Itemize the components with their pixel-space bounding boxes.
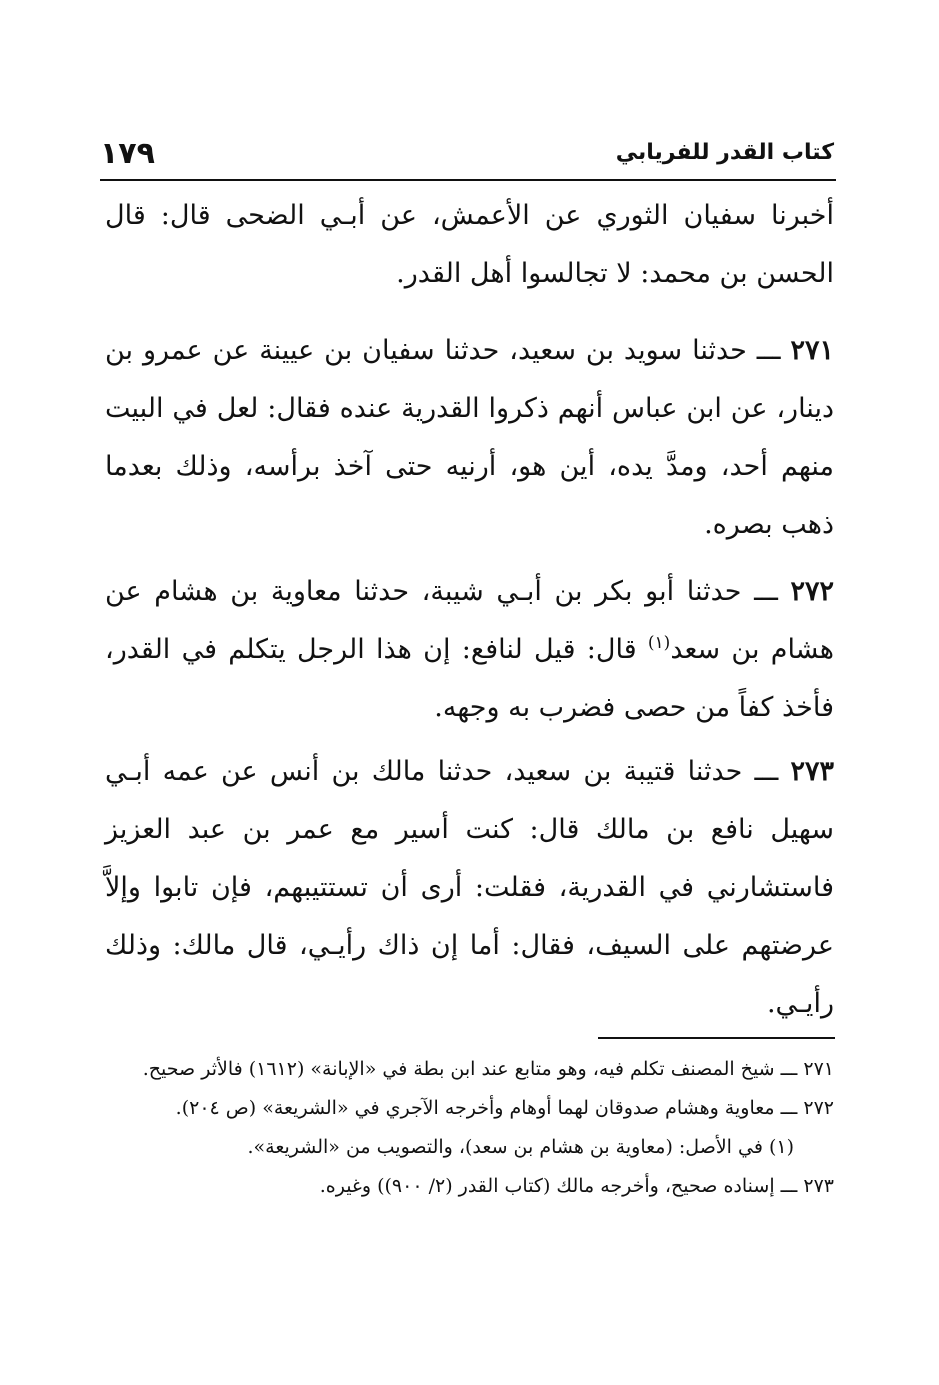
entry-text-before: حدثنا أبو بكر بن أبـي شيبة، حدثنا معاوية بن هشام عن هشام بن سعد	[105, 576, 834, 665]
footnote-reference[interactable]: (١)	[647, 633, 671, 653]
footnote-272: ٢٧٢ ـــ معاوية وهشام صدوقان لهما أوهام وأخرجه الآجري في «الشريعة» (ص ٢٠٤).	[175, 1097, 834, 1119]
header-divider	[100, 179, 836, 181]
footnote-271: ٢٧١ ـــ شيخ المصنف تكلم فيه، وهو متابع عند ابن بطة في «الإبانة» (١٦١٢) فالأثر صحيح.	[142, 1058, 834, 1080]
entry-dash: ـــ	[742, 756, 791, 787]
entry-text: حدثنا سويد بن سعيد، حدثنا سفيان بن عيينة عن عمرو بن دينار، عن ابن عباس أنهم ذكروا القدرية عنده فقال: لعل في البيت منهم أحد، ومدَّ يده، أين هو، أرنيه حتى آخذ برأسه، وذلك بعدما ذهب بصره.	[105, 335, 834, 540]
entry-273	[105, 743, 834, 1033]
footnote-273: ٢٧٣ ـــ إسناده صحيح، وأخرجه مالك (كتاب القدر (٢/ ٩٠٠)) وغيره.	[319, 1175, 834, 1197]
entry-text: حدثنا قتيبة بن سعيد، حدثنا مالك بن أنس عن عمه أبـي سهيل نافع بن مالك قال: كنت أسير مع عمر بن عبد العزيز فاستشارني في القدرية، فقلت: أرى أن تستتيبهم، فإن تابوا وإلاَّ عرضتهم على السيف، فقال: أما إن ذاك رأيـي، قال مالك: وذلك رأيـي.	[105, 756, 834, 1019]
page-number: ١٧٩	[100, 136, 155, 171]
entry-number: ٢٧١	[790, 335, 834, 366]
footnote-1: (١) في الأصل: (معاوية بن هشام بن سعد)، والتصويب من «الشريعة».	[247, 1136, 794, 1158]
entry-dash: ـــ	[741, 576, 791, 607]
intro-text: أخبرنا سفيان الثوري عن الأعمش، عن أبـي الضحى قال: قال الحسن بن محمد: لا تجالسوا أهل القدر.	[105, 200, 834, 289]
entry-text-after: قال: قيل لنافع: إن هذا الرجل يتكلم في القدر، فأخذ كفاً من حصى فضرب به وجهه.	[105, 634, 834, 723]
entry-272	[105, 563, 834, 737]
footnotes-section	[105, 1050, 834, 1206]
footnote-divider	[598, 1037, 835, 1039]
entry-number: ٢٧٢	[790, 576, 834, 607]
entry-dash: ـــ	[746, 335, 791, 366]
entry-271	[105, 322, 834, 554]
running-header-title: كتاب القدر للفريابي	[615, 140, 834, 165]
entry-number: ٢٧٣	[790, 756, 834, 787]
intro-paragraph	[105, 187, 834, 303]
